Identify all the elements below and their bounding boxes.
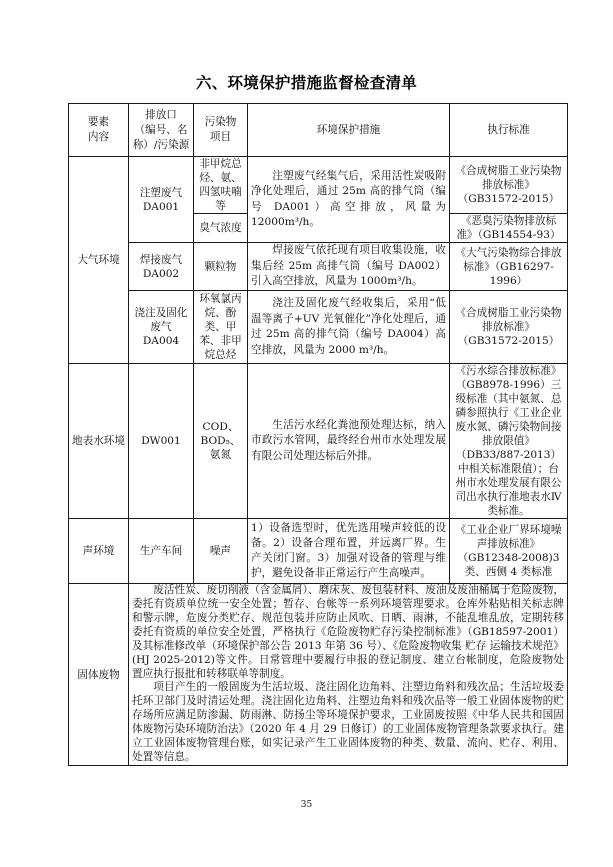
outlet-cell: 生产车间	[129, 519, 194, 584]
header-measures: 环境保护措施	[248, 104, 450, 157]
category-solid-waste: 固体废物	[69, 584, 129, 766]
measures-cell: 1）设备选型时，优先选用噪声较低的设备。2）设备合理布置，并远离厂界。生产关闭门窗。3）加强对设备的管理与维护，避免设备非正常运行产生高噪声。	[248, 519, 450, 584]
page-number: 35	[300, 800, 313, 810]
outlet-code: DA001	[142, 200, 180, 213]
standard-cell: 《污水综合排放标准》（GB8978-1996）三级标准（其中氨氮、总磷参照执行《工业企业废水氮、磷污染物间接排放限值》（DB33/887-2013）中相关标准限值）；台州市水处理发展有限公司出水执行准地表水Ⅳ类标准。	[450, 364, 568, 519]
outlet-name: 浇注及固化废气	[134, 307, 188, 333]
table-row	[69, 519, 568, 584]
pollutant-cell: 臭气浓度	[194, 214, 248, 243]
table-header-row	[69, 104, 568, 157]
table-row	[69, 157, 568, 214]
solid-waste-measures-cell	[129, 584, 568, 766]
header-element: 要素 内容	[69, 104, 129, 157]
standard-cell: 《大气污染物综合排放标准》（GB16297-1996）	[450, 243, 568, 291]
header-standard: 执行标准	[450, 104, 568, 157]
measures-cell: 浇注及固化废气经收集后，采用“低温等离子+UV 光氧催化”净化处理后，通过 25m 高的排气筒（编号 DA004）高空排放，风量为 2000 m³/h。	[248, 291, 450, 364]
standard-cell: 《恶臭污染物排放标准》（GB14554-93）	[450, 214, 568, 243]
outlet-code: DA004	[142, 335, 180, 347]
table-row	[69, 291, 568, 364]
standard-cell: 《工业企业厂界环境噪声排放标准》（GB12348-2008)3类、西侧 4 类标准	[450, 519, 568, 584]
measures-cell: 焊接废气依托现有项目收集设施，收集后经 25m 高排气筒（编号 DA002）引入高空排放，风量为 1000m³/h。	[248, 243, 450, 291]
standard-cell: 《合成树脂工业污染物排放标准》（GB31572-2015）	[450, 291, 568, 364]
header-pollutant: 污染物 项目	[194, 104, 248, 157]
table-row	[69, 584, 568, 766]
outlet-cell	[129, 157, 194, 243]
category-air: 大气环境	[69, 157, 129, 364]
outlet-code: DA002	[142, 267, 180, 280]
pollutant-cell: 噪声	[194, 519, 248, 584]
outlet-name: 焊接废气	[139, 253, 183, 266]
standard-cell: 《合成树脂工业污染物排放标准》（GB31572-2015）	[450, 157, 568, 214]
pollutant-cell: 环氧氯丙烷、酚类、甲苯、非甲烷总烃	[194, 291, 248, 364]
page-title: 六、环境保护措施监督检查清单	[195, 74, 418, 92]
outlet-name: 注塑废气	[139, 186, 183, 199]
outlet-cell	[129, 243, 194, 291]
measures-cell: 生活污水经化粪池预处理达标，纳入市政污水管网，最终经台州市水处理发展有限公司处理达标后外排。	[248, 364, 450, 519]
pollutant-cell: 非甲烷总烃、氨、四氢呋喃等	[194, 157, 248, 214]
table-row	[69, 243, 568, 291]
supervision-checklist-table	[68, 103, 568, 766]
outlet-cell: DW001	[129, 364, 194, 519]
category-noise: 声环境	[69, 519, 129, 584]
pollutant-cell: 颗粒物	[194, 243, 248, 291]
table-row	[69, 364, 568, 519]
measures-cell: 注塑废气经集气后，采用活性炭吸附净化处理后，通过 25m 高的排气筒（编号 DA001）高空排放，风量为 12000m³/h。	[248, 157, 450, 243]
outlet-cell	[129, 291, 194, 364]
table-body	[69, 104, 568, 766]
solid-waste-paragraph-general: 项目产生的一般固废为生活垃圾、浇注固化边角料、注塑边角料和残次品；生活垃圾委托环卫部门及时清运处理。浇注固化边角料、注塑边角料和残次品等一般工业固体废物的贮存场所应满足防渗漏、防雨淋、防扬尘等环境保护要求，工业固废按照《中华人民共和国固体废物污染环境防治法》（2020 年 4 月 29 日修订）的工业固体废物管理条款要求执行。建立工业固体废物管理台账，如实记录产生工业固体废物的种类、数量、流向、贮存、利用、处置等信息。	[132, 681, 564, 763]
pollutant-cell: COD、BOD₅、氨氮	[194, 364, 248, 519]
solid-waste-paragraph-hazardous: 废活性炭、废切削液（含金属屑）、磨床灰、废包装材料、废油及废油桶属于危险废物，委托有资质单位统一安全处置；暂存、台帐等一系列环境管理要求。仓库外粘贴相关标志牌和警示牌，危废分类贮存、规范包装并应防止风吹、日晒、雨淋，不能乱堆乱放，定期转移委托有资质的单位安全处置，严格执行《危险废物贮存污染控制标准》（GB18597-2001）及其标准修改单（环境保护部公告 2013 年第 36 号）、《危险废物收集 贮存 运输技术规范》(HJ 2025-2012)等文件。日常管理中要履行申报的登记制度、建立台帐制度，危险废物处置应执行报批和转移联单等制度。	[132, 584, 564, 680]
header-outlet: 排放口 （编号、名称）/污染源	[129, 104, 194, 157]
category-surface-water: 地表水环境	[69, 364, 129, 519]
